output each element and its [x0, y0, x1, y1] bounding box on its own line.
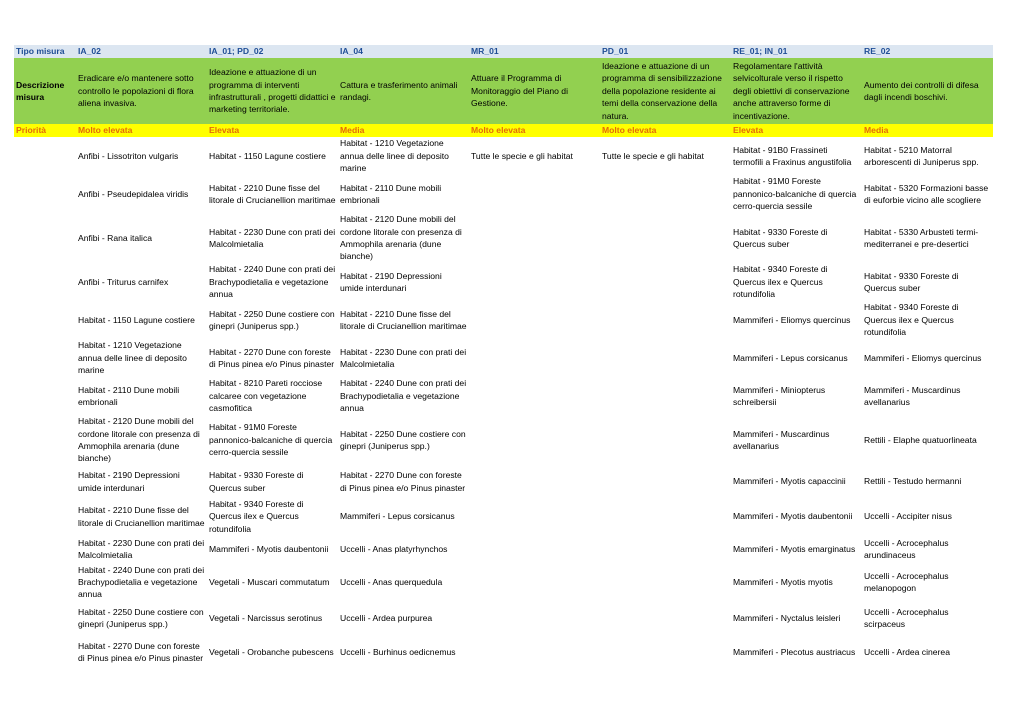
measure-priority[interactable]: Media [862, 124, 993, 137]
table-cell[interactable]: Habitat - 2270 Dune con foreste di Pinus pinea e/o Pinus pinaster [340, 470, 466, 493]
table-cell[interactable] [600, 465, 731, 498]
table-cell[interactable]: Mammiferi - Lepus corsicanus [340, 511, 455, 522]
measure-description[interactable]: Aumento dei controlli di difesa dagli incendi boschivi. [862, 58, 993, 124]
table-cell[interactable] [600, 498, 731, 535]
table-cell[interactable]: Tutte le specie e gli habitat [602, 150, 704, 161]
measure-description[interactable]: Ideazione e attuazione di un programma di sensibilizzazione della popolazione residente ai temi della conservazione della natura. [600, 58, 731, 124]
table-cell[interactable] [469, 498, 600, 535]
table-cell[interactable] [469, 465, 600, 498]
table-cell[interactable]: Habitat - 5320 Formazioni basse di euforbie vicino alle scogliere [864, 182, 989, 205]
table-cell[interactable]: Habitat - 91M0 Foreste pannonico-balcaniche di quercia cerro-quercia sessile [733, 176, 857, 212]
table-cell[interactable]: Mammiferi - Muscardinus avellanarius [733, 428, 830, 451]
table-cell[interactable] [600, 301, 731, 339]
table-cell[interactable]: Habitat - 9330 Foreste di Quercus suber [733, 226, 828, 249]
table-cell[interactable]: Mammiferi - Miniopterus schreibersii [733, 384, 826, 407]
table-cell[interactable]: Anfibi - Triturus carnifex [78, 276, 169, 287]
measure-priority[interactable]: Elevata [207, 124, 338, 137]
table-cell[interactable]: Habitat - 2210 Dune fisse del litorale di Crucianellion maritimae [340, 308, 467, 331]
table-cell[interactable]: Uccelli - Anas platyrhynchos [340, 544, 448, 555]
row-label-cell[interactable] [14, 175, 76, 213]
table-cell[interactable]: Habitat - 5330 Arbusteti termi-mediterranei e pre-desertici [864, 226, 979, 249]
table-cell[interactable] [469, 415, 600, 465]
table-cell[interactable] [469, 301, 600, 339]
table-cell[interactable]: Habitat - 2230 Dune con prati dei Malcolmietalia [209, 226, 336, 249]
table-cell[interactable]: Mammiferi - Myotis daubentonii [209, 544, 329, 555]
header-row [14, 45, 993, 58]
table-cell[interactable] [600, 601, 731, 635]
table-cell[interactable] [600, 175, 731, 213]
table-cell[interactable]: Habitat - 2210 Dune fisse del litorale di Crucianellion maritimae [209, 182, 336, 205]
row-label-cell[interactable] [14, 377, 76, 415]
table-cell[interactable]: Habitat - 2250 Dune costiere con ginepri (Juniperus spp.) [209, 308, 335, 331]
measure-priority[interactable]: Molto elevata [76, 124, 207, 137]
table-cell[interactable]: Habitat - 2190 Depressioni umide interdunari [78, 470, 180, 493]
table-cell[interactable]: Mammiferi - Myotis myotis [733, 577, 833, 588]
table-cell[interactable]: Habitat - 1210 Vegetazione annua delle linee di deposito marine [340, 138, 449, 174]
row-label-cell[interactable] [14, 601, 76, 635]
table-cell[interactable]: Habitat - 91M0 Foreste pannonico-balcaniche di quercia cerro-quercia sessile [209, 422, 333, 458]
measure-description[interactable]: Cattura e trasferimento animali randagi. [338, 58, 469, 124]
table-cell[interactable]: Uccelli - Burhinus oedicnemus [340, 647, 456, 658]
row-label-cell[interactable] [14, 213, 76, 263]
table-cell[interactable]: Vegetali - Narcissus serotinus [209, 613, 323, 624]
table-cell[interactable]: Habitat - 9340 Foreste di Quercus ilex e Quercus rotundifolia [209, 499, 304, 534]
measure-code[interactable]: IA_01; PD_02 [207, 45, 338, 58]
table-cell[interactable]: Uccelli - Acrocephalus scirpaceus [864, 606, 949, 630]
table-cell[interactable]: Vegetali - Muscari commutatum [209, 577, 330, 588]
description-label[interactable]: Descrizione misura [14, 58, 76, 124]
measure-description[interactable]: Attuare il Programma di Monitoraggio del Piano di Gestione. [469, 58, 600, 124]
measure-code[interactable]: PD_01 [600, 45, 731, 58]
measure-code[interactable]: RE_01; IN_01 [731, 45, 862, 58]
table-row [14, 175, 993, 213]
table-cell[interactable] [600, 535, 731, 563]
table-cell[interactable]: Habitat - 2270 Dune con foreste di Pinus pinea e/o Pinus pinaster [78, 640, 204, 664]
table-cell[interactable]: Mammiferi - Plecotus austriacus [733, 647, 856, 658]
table-cell[interactable]: Uccelli - Acrocephalus melanopogon [864, 570, 949, 594]
table-cell[interactable]: Rettili - Elaphe quatuorlineata [864, 434, 977, 445]
table-cell[interactable] [469, 635, 600, 669]
table-cell[interactable]: Habitat - 2120 Dune mobili del cordone litorale con presenza di Ammophila arenaria (dune bianche) [78, 416, 200, 464]
row-label-cell[interactable] [14, 563, 76, 601]
table-cell[interactable]: Habitat - 2250 Dune costiere con ginepri (Juniperus spp.) [340, 428, 466, 451]
table-cell[interactable]: Rettili - Testudo hermanni [864, 476, 962, 487]
table-cell[interactable] [600, 377, 731, 415]
table-cell[interactable] [600, 635, 731, 669]
table-cell[interactable] [469, 377, 600, 415]
table-cell[interactable]: Anfibi - Lissotriton vulgaris [78, 150, 179, 161]
table-row [14, 498, 993, 535]
table-row [14, 601, 993, 635]
table-cell[interactable]: Mammiferi - Eliomys quercinus [733, 314, 851, 325]
table-cell[interactable]: Habitat - 5210 Matorral arborescenti di Juniperus spp. [864, 144, 979, 167]
table-cell[interactable] [469, 175, 600, 213]
table-cell[interactable]: Habitat - 9340 Foreste di Quercus ilex e Quercus rotundifolia [864, 302, 959, 338]
table-cell[interactable] [600, 339, 731, 377]
table-cell[interactable]: Mammiferi - Muscardinus avellanarius [864, 384, 961, 407]
table-cell[interactable]: Anfibi - Pseudepidalea viridis [78, 188, 189, 199]
measures-table [14, 45, 993, 669]
table-cell[interactable]: Mammiferi - Myotis capaccinii [733, 476, 846, 487]
measure-priority[interactable]: Molto elevata [600, 124, 731, 137]
table-row [14, 465, 993, 498]
table-row [14, 263, 993, 301]
measure-description[interactable]: Eradicare e/o mantenere sotto controllo le popolazioni di flora aliena invasiva. [76, 58, 207, 124]
table-cell[interactable] [600, 563, 731, 601]
table-cell[interactable]: Habitat - 2110 Dune mobili embrionali [340, 182, 442, 205]
table-cell[interactable]: Mammiferi - Lepus corsicanus [733, 352, 848, 363]
row-label-cell[interactable] [14, 415, 76, 465]
table-row [14, 635, 993, 669]
table-cell[interactable]: Habitat - 2250 Dune costiere con ginepri (Juniperus spp.) [78, 606, 204, 630]
table-cell[interactable]: Habitat - 2240 Dune con prati dei Brachypodietalia e vegetazione annua [340, 378, 467, 414]
table-cell[interactable]: Habitat - 1150 Lagune costiere [209, 150, 326, 161]
table-cell[interactable]: Mammiferi - Myotis daubentonii [733, 511, 853, 522]
table-cell[interactable]: Habitat - 2110 Dune mobili embrionali [78, 384, 180, 407]
table-cell[interactable]: Habitat - 2240 Dune con prati dei Brachypodietalia e vegetazione annua [78, 564, 205, 600]
table-cell[interactable]: Habitat - 2120 Dune mobili del cordone litorale con presenza di Ammophila arenaria (dune bianche) [340, 214, 462, 262]
table-cell[interactable]: Mammiferi - Eliomys quercinus [864, 352, 982, 363]
table-cell[interactable] [469, 563, 600, 601]
table-cell[interactable]: Habitat - 1150 Lagune costiere [78, 314, 195, 325]
table-cell[interactable]: Habitat - 2210 Dune fisse del litorale di Crucianellion maritimae [78, 505, 205, 528]
measure-description[interactable]: Ideazione e attuazione di un programma di interventi infrastrutturali , progetti didattici e marketing territoriale. [207, 58, 338, 124]
row-label-cell[interactable] [14, 301, 76, 339]
table-row [14, 377, 993, 415]
measure-code[interactable]: MR_01 [469, 45, 600, 58]
table-cell[interactable]: Habitat - 2190 Depressioni umide interdunari [340, 270, 442, 293]
table-cell[interactable] [469, 535, 600, 563]
row-label-cell[interactable] [14, 498, 76, 535]
row-label-cell[interactable] [14, 339, 76, 377]
table-cell[interactable]: Habitat - 8210 Pareti rocciose calcaree con vegetazione casmofitica [209, 378, 323, 414]
measure-priority[interactable]: Elevata [731, 124, 862, 137]
table-cell[interactable]: Anfibi - Rana italica [78, 232, 153, 243]
table-cell[interactable] [600, 415, 731, 465]
table-cell[interactable]: Uccelli - Ardea cinerea [864, 647, 950, 658]
table-cell[interactable] [469, 601, 600, 635]
priority-row [14, 124, 993, 137]
table-cell[interactable] [469, 263, 600, 301]
table-row [14, 535, 993, 563]
table-cell[interactable]: Uccelli - Accipiter nisus [864, 511, 952, 522]
table-cell[interactable]: Uccelli - Acrocephalus arundinaceus [864, 537, 949, 561]
table-row [14, 301, 993, 339]
row-label-cell[interactable] [14, 137, 76, 175]
table-row [14, 563, 993, 601]
table-cell[interactable]: Tutte le specie e gli habitat [471, 150, 573, 161]
table-cell[interactable]: Habitat - 9330 Foreste di Quercus suber [864, 270, 959, 293]
table-cell[interactable]: Habitat - 9330 Foreste di Quercus suber [209, 470, 304, 493]
table-row [14, 137, 993, 175]
row-label-cell[interactable] [14, 635, 76, 669]
table-cell[interactable]: Mammiferi - Nyctalus leisleri [733, 613, 841, 624]
table-cell[interactable] [469, 339, 600, 377]
table-cell[interactable]: Mammiferi - Myotis emarginatus [733, 544, 856, 555]
measure-priority[interactable]: Media [338, 124, 469, 137]
table-cell[interactable] [600, 263, 731, 301]
row-label-cell[interactable] [14, 465, 76, 498]
measure-code[interactable]: IA_02 [76, 45, 207, 58]
table-cell[interactable]: Habitat - 1210 Vegetazione annua delle linee di deposito marine [78, 340, 187, 376]
measure-code[interactable]: IA_04 [338, 45, 469, 58]
priority-label[interactable]: Priorità [14, 124, 76, 137]
table-row [14, 339, 993, 377]
table-cell[interactable] [469, 213, 600, 263]
table-cell[interactable]: Habitat - 2270 Dune con foreste di Pinus pinea e/o Pinus pinaster [209, 346, 335, 369]
table-cell[interactable]: Habitat - 2240 Dune con prati dei Brachypodietalia e vegetazione annua [209, 264, 336, 300]
header-label[interactable]: Tipo misura [14, 45, 76, 58]
description-row [14, 58, 993, 124]
table-cell[interactable]: Uccelli - Anas querquedula [340, 577, 443, 588]
measure-priority[interactable]: Molto elevata [469, 124, 600, 137]
table-cell[interactable]: Habitat - 91B0 Frassineti termofili a Fraxinus angustifolia [733, 144, 852, 167]
table-cell[interactable]: Habitat - 2230 Dune con prati dei Malcolmietalia [78, 537, 205, 561]
measure-description[interactable]: Regolamentare l'attività selvicolturale verso il rispetto degli obiettivi di conservazione anche attraverso forme di incentivazione. [731, 58, 862, 124]
table-row [14, 213, 993, 263]
table-cell[interactable]: Vegetali - Orobanche pubescens [209, 647, 334, 658]
table-cell[interactable]: Habitat - 9340 Foreste di Quercus ilex e Quercus rotundifolia [733, 264, 828, 300]
row-label-cell[interactable] [14, 535, 76, 563]
row-label-cell[interactable] [14, 263, 76, 301]
table-cell[interactable]: Habitat - 2230 Dune con prati dei Malcolmietalia [340, 346, 467, 369]
table-row [14, 415, 993, 465]
table-cell[interactable]: Uccelli - Ardea purpurea [340, 613, 433, 624]
table-cell[interactable] [600, 213, 731, 263]
measure-code[interactable]: RE_02 [862, 45, 993, 58]
